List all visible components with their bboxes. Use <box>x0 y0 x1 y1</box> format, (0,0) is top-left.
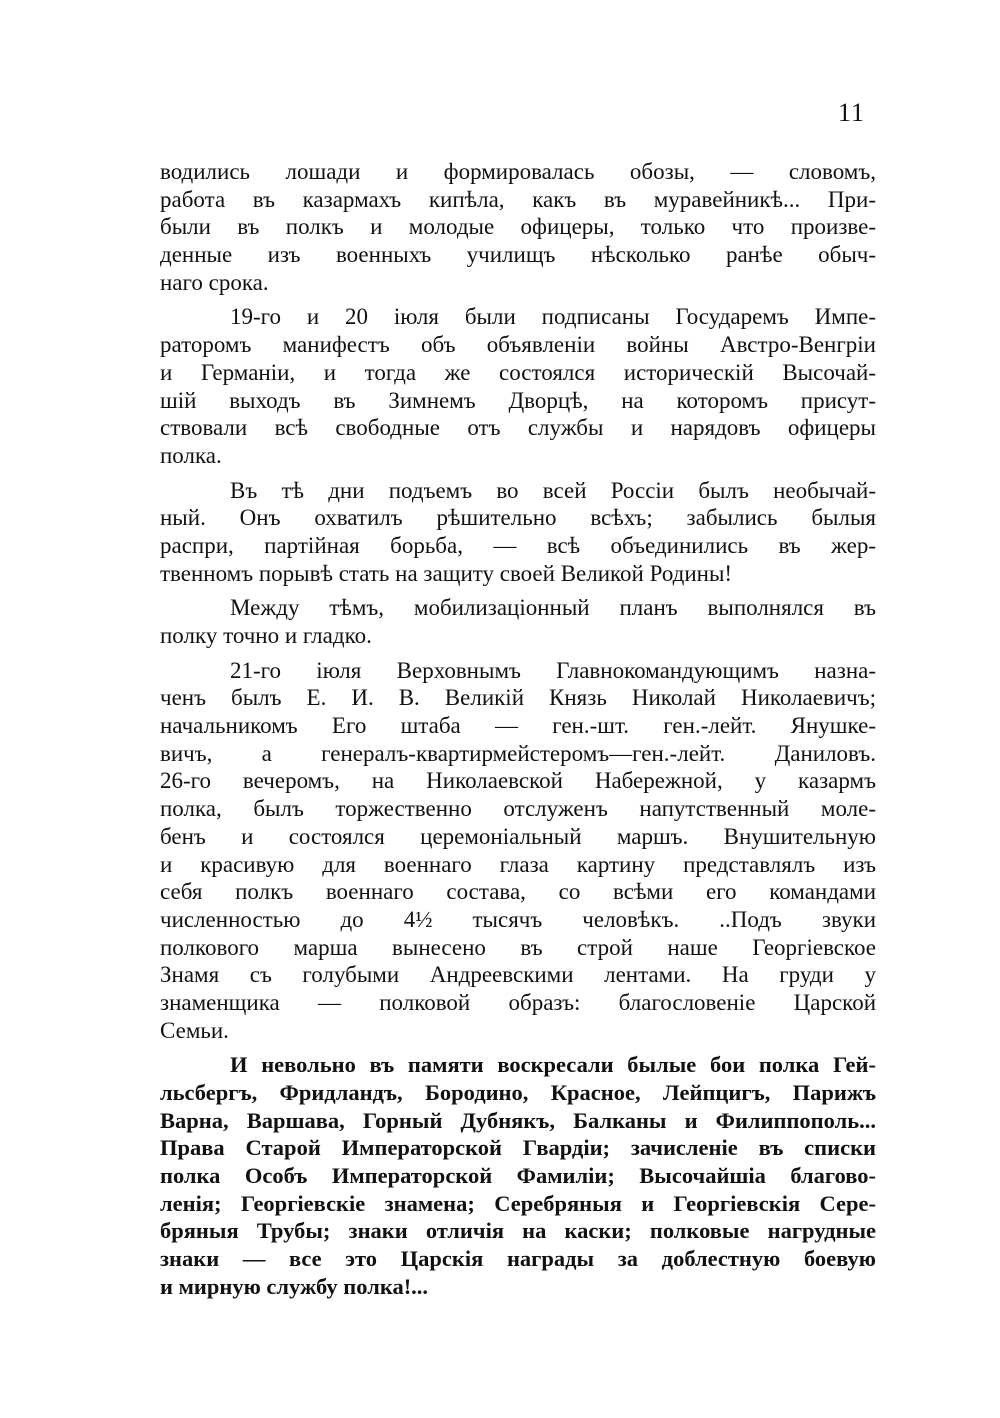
text-line: ный. Онъ охватилъ рѣшительно всѣхъ; забылись былыя <box>160 505 876 531</box>
text-line: ченъ былъ Е. И. В. Великій Князь Николай Николаевичъ; <box>160 685 876 711</box>
text-line: полкового марша вынесено въ строй наше Георгіевское <box>160 934 876 960</box>
text-line: твенномъ порывѣ стать на защиту своей Великой Родины! <box>160 560 733 586</box>
text-line: ствовали всѣ свободные отъ службы и нарядовъ офицеры <box>160 415 876 441</box>
body-text <box>160 158 876 1308</box>
text-line: полка Особъ Императорской Фамиліи; Высочайшiа благово- <box>160 1163 876 1189</box>
text-line: полка, былъ торжественно отслуженъ напутственный моле- <box>160 796 876 822</box>
text-line: бенъ и состоялся церемоніальный маршъ. Внушительную <box>160 823 876 849</box>
text-line: наго срока. <box>160 269 269 295</box>
text-line: Между тѣмъ, мобилизаціонный планъ выполнялся въ <box>230 595 876 621</box>
paragraph <box>160 594 876 649</box>
paragraph <box>160 477 876 588</box>
text-line: Знамя съ голубыми Андреевскими лентами. На груди у <box>160 962 876 988</box>
text-line: 26-го вечеромъ, на Николаевской Набережной, у казармъ <box>160 768 876 794</box>
text-line: себя полкъ военнаго состава, со всѣми его командами <box>160 879 876 905</box>
text-line: бряныя Трубы; знаки отличія на каски; полковые нагрудные <box>160 1218 876 1244</box>
text-line: денные изъ военныхъ училищъ нѣсколько ранѣе обыч- <box>160 242 876 268</box>
text-line: и красивую для военнаго глаза картину представлялъ изъ <box>160 851 876 877</box>
text-line: были въ полкъ и молодые офицеры, только что произве- <box>160 214 876 240</box>
text-line: вичъ, а генералъ-квартирмейстеромъ—ген.-лейт. Даниловъ. <box>160 740 876 766</box>
text-line: Въ тѣ дни подъемъ во всей Россіи былъ необычай- <box>230 477 876 503</box>
paragraph <box>160 158 876 296</box>
text-line: Варна, Варшава, Горный Дубнякъ, Балканы и Филиппополь... <box>160 1107 876 1133</box>
text-line: работа въ казармахъ кипѣла, какъ въ муравейникѣ... При- <box>160 186 876 212</box>
text-line: Права Старой Императорской Гвардіи; зачисленіе въ списки <box>160 1135 876 1161</box>
text-line: льсбергъ, Фридландъ, Бородино, Красное, Лейпцигъ, Парижъ <box>160 1080 876 1105</box>
text-line: водились лошади и формировалась обозы, — словомъ, <box>160 159 876 184</box>
text-line: знаки — все это Царскія награды за доблестную боевую <box>160 1246 876 1272</box>
text-line: и мирную службу полка!... <box>160 1273 429 1299</box>
text-line: 21-го іюля Верховнымъ Главнокомандующимъ назна- <box>230 657 876 683</box>
text-line: полку точно и гладко. <box>160 623 372 648</box>
text-line: И невольно въ памяти воскресали былые бои полка Гей- <box>230 1052 876 1078</box>
text-line: шій выходъ въ Зимнемъ Дворцѣ, на которомъ присут- <box>160 387 876 413</box>
text-line: численностью до 4½ тысячъ человѣкъ. ..Подъ звуки <box>160 906 876 932</box>
text-line: Семьи. <box>160 1017 229 1043</box>
text-line: и Германіи, и тогда же состоялся историческій Высочай- <box>160 359 876 385</box>
paragraph <box>160 303 876 469</box>
text-line: полка. <box>160 442 222 468</box>
text-line: начальникомъ Его штаба — ген.-шт. ген.-лейт. Янушке- <box>160 713 876 739</box>
text-line: распри, партійная борьба, — всѣ объединились въ жер- <box>160 532 876 558</box>
text-line: раторомъ манифестъ объ объявленіи войны Австро-Венгріи <box>160 332 876 358</box>
text-line: 19-го и 20 іюля были подписаны Государемъ Импе- <box>230 304 876 330</box>
page-number: 11 <box>838 98 866 127</box>
text-line: знаменщика — полковой образъ: благословеніе Царской <box>160 989 876 1015</box>
text-line: ленія; Георгіевскіе знамена; Серебряныя и Георгіевскія Сере- <box>160 1190 876 1216</box>
paragraph <box>160 657 876 1045</box>
paragraph <box>160 1051 876 1300</box>
